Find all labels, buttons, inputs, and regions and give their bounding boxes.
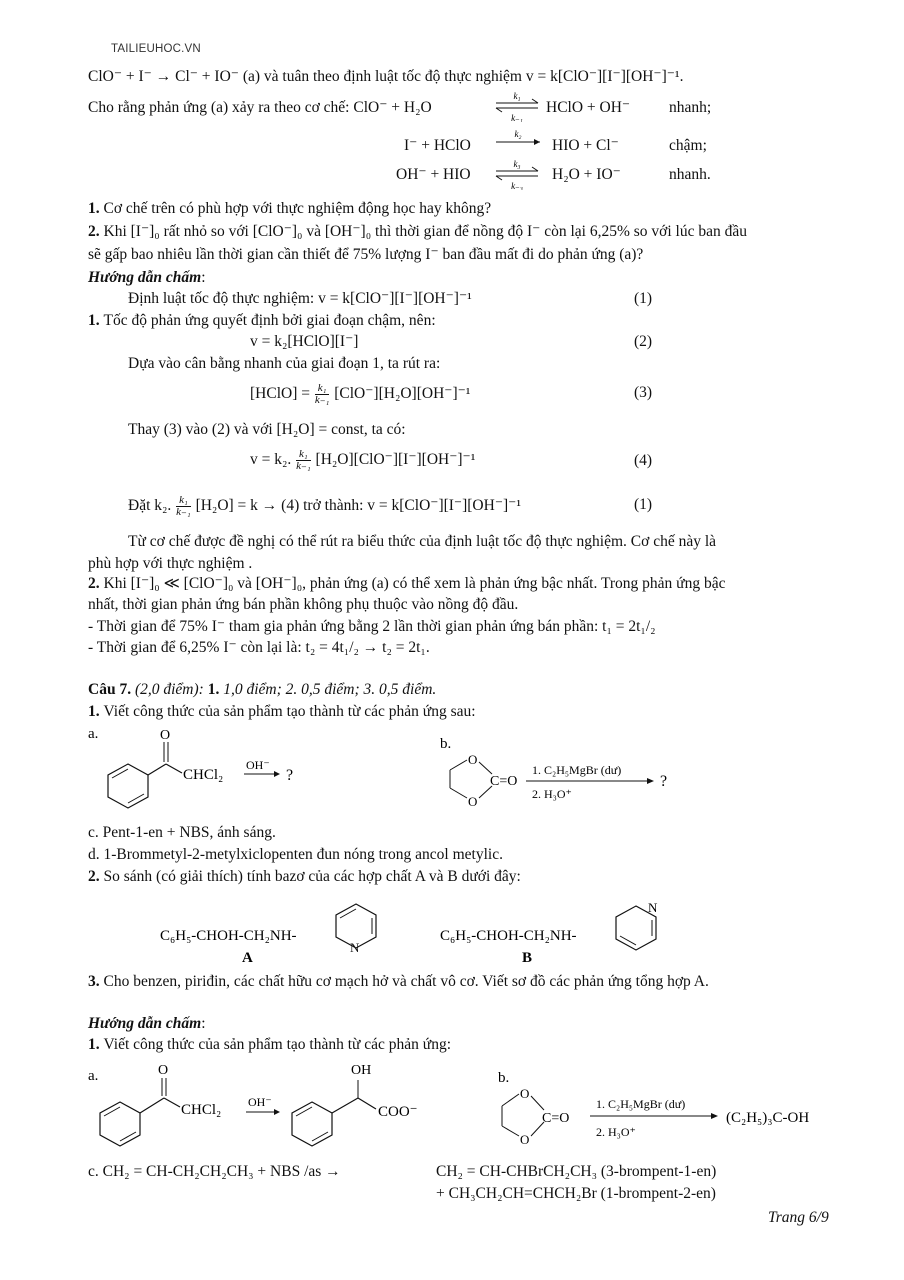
answer-b-structure bbox=[498, 1066, 838, 1156]
eq-number-1: (1) bbox=[634, 290, 653, 307]
svg-text:b.: b. bbox=[498, 1070, 510, 1086]
eq-number-5: (1) bbox=[634, 496, 653, 513]
answer-c-line-3: + CH₃CH₂CH=CHCH₂Br (1-brompent-2-en) bbox=[436, 1185, 716, 1202]
k1-label: k₁ bbox=[513, 91, 521, 101]
svg-text:?: ? bbox=[660, 773, 668, 790]
svg-text:2. H₃O⁺: 2. H₃O⁺ bbox=[532, 787, 572, 801]
question-2: 2. Khi [I⁻]₀ rất nhỏ so với [ClO⁻]₀ và [OH⁻]₀ thì thời gian để nồng độ I⁻ còn lại 6,25% so với lúc ban đầu bbox=[88, 223, 747, 240]
mechanism-step2-rate: chậm; bbox=[669, 137, 707, 154]
answer-c-line-2: CH₂ = CH-CHBrCH₂CH₃ (3-brompent-1-en) bbox=[436, 1163, 717, 1180]
solution-line-10: phù hợp với thực nghiệm . bbox=[88, 555, 253, 572]
mechanism-step1-right: HClO + OH⁻ bbox=[546, 99, 631, 116]
question-2-cont: sẽ gấp bao nhiêu lần thời gian cần thiết để 75% lượng I⁻ ban đầu mất đi do phản ứng (a)? bbox=[88, 246, 644, 263]
k2-label: k₂ bbox=[514, 129, 522, 139]
question-7-item-c: c. Pent-1-en + NBS, ánh sáng. bbox=[88, 824, 276, 841]
svg-text:C₆H₅-CHOH-CH₂NH-: C₆H₅-CHOH-CH₂NH- bbox=[160, 928, 297, 944]
svg-text:OH: OH bbox=[351, 1063, 372, 1078]
svg-text:1. C₂H₅MgBr (dư): 1. C₂H₅MgBr (dư) bbox=[532, 763, 622, 777]
km1-label: k₋₁ bbox=[511, 113, 523, 122]
question-7-item-d: d. 1-Brommetyl-2-metylxiclopenten đun nóng trong ancol metylic. bbox=[88, 846, 503, 863]
svg-text:C₆H₅-CHOH-CH₂NH-: C₆H₅-CHOH-CH₂NH- bbox=[440, 928, 577, 944]
solution-line-4: Dựa vào cân bằng nhanh của giai đoạn 1, ta rút ra: bbox=[128, 355, 441, 372]
reaction-statement: ClO⁻ + I⁻ → Cl⁻ + IO⁻ (a) và tuân theo định luật tốc độ thực nghiệm v = k[ClO⁻][I⁻][OH⁻]⁻¹. bbox=[88, 68, 684, 85]
k-ratio-fraction: $\frac{\text{k₁}}{\text{k₋₁}}$ bbox=[296, 447, 311, 472]
svg-text:OH⁻: OH⁻ bbox=[248, 1095, 272, 1109]
answer-c-line-1: c. CH₂ = CH-CH₂CH₂CH₃ + NBS /as → bbox=[88, 1163, 341, 1180]
svg-text:N: N bbox=[648, 900, 658, 915]
slow-arrow bbox=[494, 128, 544, 148]
equilibrium-arrow-1 bbox=[492, 90, 542, 122]
compound-b bbox=[440, 890, 680, 970]
k3-label: k₃ bbox=[513, 159, 521, 169]
mechanism-step2-left: I⁻ + HClO bbox=[404, 137, 471, 154]
grading-heading-2: Hướng dẫn chấm: bbox=[88, 1015, 206, 1032]
svg-text:1. C₂H₅MgBr (dư): 1. C₂H₅MgBr (dư) bbox=[596, 1097, 686, 1111]
solution-line-9: Từ cơ chế được đề nghị có thể rút ra biểu thức của định luật tốc độ thực nghiệm. Cơ chế này là bbox=[128, 533, 717, 550]
svg-text:a.: a. bbox=[88, 726, 99, 742]
question-1: 1. Cơ chế trên có phù hợp với thực nghiệm động học hay không? bbox=[88, 200, 492, 217]
solution-line-7: v = k₂. $\frac{\text{k₁}}{\text{k₋₁}}$ [H₂O][ClO⁻][I⁻][OH⁻]⁻¹ bbox=[250, 447, 476, 472]
svg-text:?: ? bbox=[286, 767, 294, 784]
equilibrium-arrow-3 bbox=[492, 158, 542, 190]
svg-text:COO⁻: COO⁻ bbox=[378, 1104, 418, 1120]
svg-text:OH⁻: OH⁻ bbox=[246, 758, 270, 772]
mechanism-step3-rate: nhanh. bbox=[669, 166, 711, 183]
reaction-a-arrow bbox=[244, 758, 314, 786]
svg-text:a.: a. bbox=[88, 1068, 99, 1084]
question-7-part3: 3. Cho benzen, piriđin, các chất hữu cơ mạch hở và chất vô cơ. Viết sơ đồ các phản ứng tổng hợp A. bbox=[88, 973, 709, 990]
answer-a-structure bbox=[88, 1058, 448, 1158]
svg-text:O: O bbox=[468, 752, 478, 767]
svg-text:(C₂H₅)₃C-OH: (C₂H₅)₃C-OH bbox=[726, 1110, 810, 1126]
svg-text:CHCl₂: CHCl₂ bbox=[183, 767, 224, 783]
km3-label: k₋₃ bbox=[511, 181, 523, 190]
solution-line-3: v = k₂[HClO][I⁻] bbox=[250, 333, 359, 350]
solution-line-13: - Thời gian để 75% I⁻ tham gia phản ứng bằng 2 lần thời gian phản ứng bán phần: t₁ = 2t₁/₂ bbox=[88, 618, 656, 635]
mechanism-step1-rate: nhanh; bbox=[669, 99, 712, 116]
question-7-part1: 1. Viết công thức của sản phẩm tạo thành từ các phản ứng sau: bbox=[88, 703, 476, 720]
svg-text:C=O: C=O bbox=[490, 774, 518, 789]
svg-text:O: O bbox=[520, 1132, 530, 1147]
mechanism-step1 bbox=[88, 99, 432, 117]
compound-a bbox=[160, 890, 400, 970]
k-ratio-fraction: $\frac{\text{k₁}}{\text{k₋₁}}$ bbox=[314, 381, 330, 406]
svg-text:A: A bbox=[242, 950, 253, 966]
mechanism-step1-left: Cho rằng phản ứng (a) xảy ra theo cơ chế: ClO⁻ + H₂O bbox=[88, 99, 432, 116]
svg-text:N: N bbox=[350, 940, 360, 955]
k-ratio-fraction: $\frac{\text{k₁}}{\text{k₋₁}}$ bbox=[176, 493, 191, 518]
svg-text:2. H₃O⁺: 2. H₃O⁺ bbox=[596, 1125, 636, 1139]
reaction-b-arrow bbox=[526, 758, 676, 808]
svg-text:B: B bbox=[522, 950, 533, 966]
svg-text:O: O bbox=[160, 728, 171, 743]
eq-number-2: (2) bbox=[634, 333, 653, 350]
svg-text:CHCl₂: CHCl₂ bbox=[181, 1102, 222, 1118]
solution-line-1: Định luật tốc độ thực nghiệm: v = k[ClO⁻][I⁻][OH⁻]⁻¹ bbox=[128, 290, 472, 307]
eq-number-3: (3) bbox=[634, 384, 653, 401]
solution-line-12: nhất, thời gian phản ứng bán phần không phụ thuộc vào nồng độ đầu. bbox=[88, 596, 519, 613]
solution-line-6: Thay (3) vào (2) và với [H₂O] = const, ta có: bbox=[128, 421, 406, 438]
grading-heading: Hướng dẫn chấm: bbox=[88, 269, 206, 286]
question-7-header: Câu 7. (2,0 điểm): 1. 1,0 điểm; 2. 0,5 điểm; 3. 0,5 điểm. bbox=[88, 681, 437, 698]
page-number: Trang 6/9 bbox=[768, 1209, 829, 1226]
svg-text:O: O bbox=[468, 794, 478, 809]
solution-line-11: 2. Khi [I⁻]₀ ≪ [ClO⁻]₀ và [OH⁻]₀, phản ứng (a) có thể xem là phản ứng bậc nhất. Trong phản ứng bậc bbox=[88, 575, 726, 592]
question-7-part2: 2. So sánh (có giải thích) tính bazơ của các hợp chất A và B dưới đây: bbox=[88, 868, 521, 885]
solution-line-2: 1. Tốc độ phản ứng quyết định bởi giai đoạn chậm, nên: bbox=[88, 312, 436, 329]
site-header: TAILIEUHOC.VN bbox=[111, 43, 201, 55]
svg-text:O: O bbox=[158, 1063, 169, 1078]
svg-text:b.: b. bbox=[440, 736, 452, 752]
mechanism-step3-left: OH⁻ + HIO bbox=[396, 166, 471, 183]
solution-line-14: - Thời gian để 6,25% I⁻ còn lại là: t₂ = 4t₁/₂ → t₂ = 2t₁. bbox=[88, 639, 430, 656]
mechanism-step2-right: HIO + Cl⁻ bbox=[552, 137, 619, 154]
answer-7-part1: 1. Viết công thức của sản phẩm tạo thành từ các phản ứng: bbox=[88, 1036, 452, 1053]
solution-line-5: [HClO] = $\frac{\text{k₁}}{\text{k₋₁}}$ [ClO⁻][H₂O][OH⁻]⁻¹ bbox=[250, 381, 471, 406]
svg-text:C=O: C=O bbox=[542, 1111, 570, 1126]
solution-line-8: Đặt k₂. $\frac{\text{k₁}}{\text{k₋₁}}$ [H₂O] = k → (4) trở thành: v = k[ClO⁻][I⁻][OH⁻]⁻¹ bbox=[128, 493, 521, 518]
svg-text:O: O bbox=[520, 1086, 530, 1101]
eq-number-4: (4) bbox=[634, 452, 653, 469]
mechanism-step3-right: H₂O + IO⁻ bbox=[552, 166, 621, 183]
